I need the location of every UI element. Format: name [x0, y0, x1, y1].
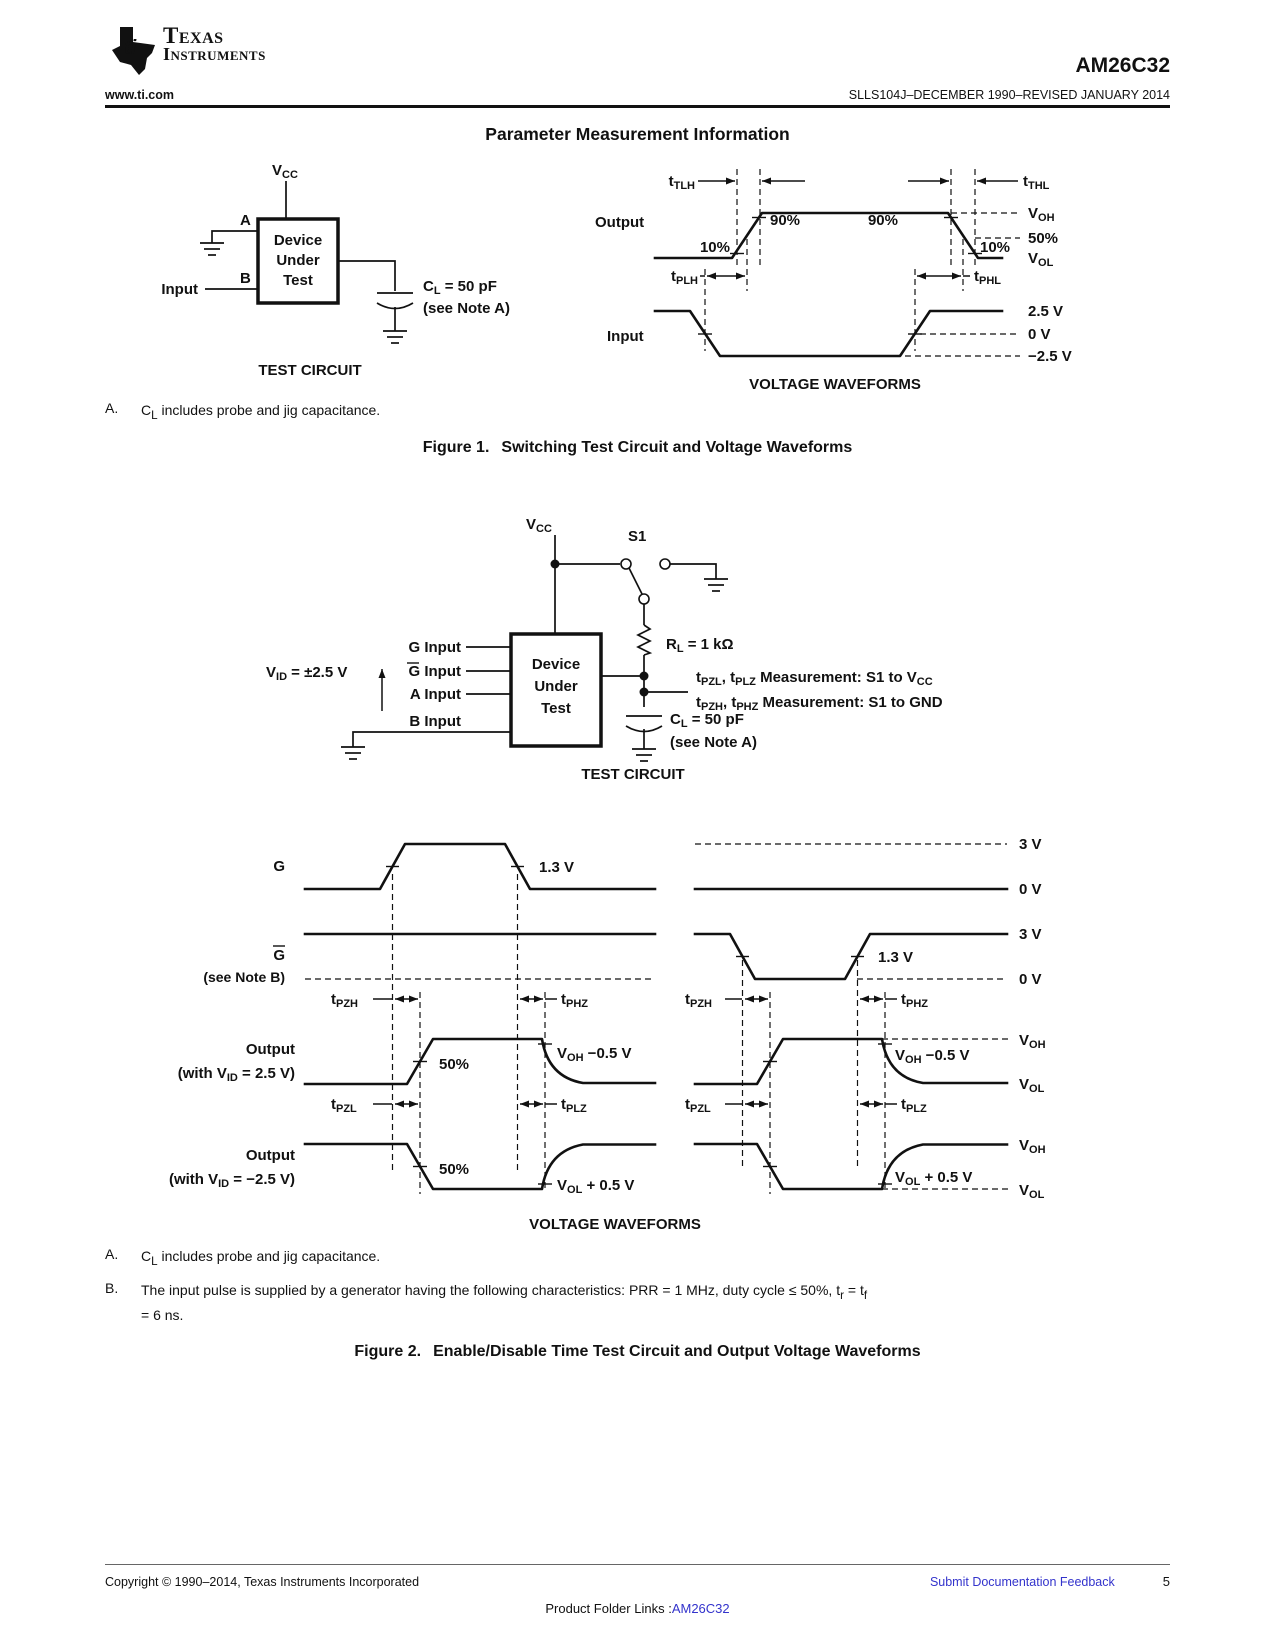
note-a-text: $C_L$ includes probe and jig capacitance. [141, 1247, 381, 1268]
dut-line1: Device [273, 232, 323, 249]
t-pzh-right-label: $t_{PZH}$ [685, 990, 712, 1010]
vol-label: $V_{OL}$ [1028, 250, 1054, 269]
figure1-caption-prefix: Figure 1. [422, 438, 490, 456]
figure2-waveforms-diagram [145, 792, 1095, 1237]
t-pzl-left-label: $t_{PZL}$ [331, 1095, 357, 1115]
figure2-section [105, 457, 1170, 1362]
fig2-circuit-graphics [266, 516, 943, 783]
page-title: Parameter Measurement Information [485, 124, 790, 144]
vol-plus-right-label: $V_{OL} + 0.5$ V [895, 1168, 973, 1188]
voh-minus-right-label: $V_{OH} -0.5$ V [895, 1046, 970, 1066]
fig1-circuit-graphics [161, 162, 510, 379]
cl-note-label: (see Note A) [669, 733, 757, 751]
pin-a-label: A [240, 212, 251, 229]
pct50-out2-label: 50% [439, 1160, 470, 1178]
meas2-label: $t_{PZH}$, $t_{PHZ}$ Measurement: S1 to GND [695, 693, 943, 713]
t-phz-right-label: $t_{PHZ}$ [901, 990, 928, 1010]
header-rule [105, 105, 1170, 108]
ti-monogram: ti [124, 37, 137, 59]
voh-minus-left-label: $V_{OH} -0.5$ V [557, 1044, 632, 1064]
voh-out1-label: $V_{OH}$ [1019, 1031, 1046, 1051]
fig2-waveform-graphics [169, 836, 1046, 1233]
figure1-caption-text: Switching Test Circuit and Voltage Waveforms [501, 438, 853, 456]
figure2-note-b [105, 1280, 1170, 1325]
figure2-circuit-wrap [105, 479, 1170, 784]
figure2-caption-text: Enable/Disable Time Test Circuit and Output Voltage Waveforms [433, 1343, 921, 1361]
figure2-caption-prefix: Figure 2. [354, 1343, 422, 1361]
product-folder-link[interactable]: AM26C32 [671, 1601, 730, 1616]
vid-label: $V_{ID} = \pm 2.5$ V [265, 663, 347, 683]
product-links-label: Product Folder Links : [545, 1601, 672, 1616]
footer-row [105, 1574, 1170, 1589]
fig1-waveforms-title: VOLTAGE WAVEFORMS [749, 376, 921, 393]
ground-icon [632, 749, 656, 761]
fig2-waveforms-title: VOLTAGE WAVEFORMS [529, 1215, 701, 1233]
pct50-out1-label: 50% [439, 1055, 470, 1073]
g-input-label: G Input [408, 638, 461, 656]
out1-label-line1: Output [245, 1040, 295, 1058]
note-b-label: B. [105, 1280, 119, 1297]
a-input-label: A Input [409, 685, 461, 703]
fig1-waveform-graphics [595, 169, 1072, 393]
figure2-caption [105, 1343, 1170, 1361]
t-plz-left-label: $t_{PLZ}$ [561, 1095, 587, 1115]
level-neg25-label: −2.5 V [1028, 348, 1072, 365]
v13-left-label: 1.3 V [539, 858, 575, 876]
ground-icon [383, 331, 407, 343]
level-3v-gbar-label: 3 V [1019, 925, 1042, 943]
doc-code: SLLS104J–DECEMBER 1990–REVISED JANUARY 2014 [848, 88, 1170, 102]
fig1-input-label: Input [607, 328, 644, 345]
t-plh-label: $t_{PLH}$ [671, 268, 698, 287]
cl-value-label: $C_L = 50$ pF [423, 278, 497, 297]
ground-icon [341, 747, 365, 759]
page-footer [105, 1564, 1170, 1650]
figure1-section [105, 145, 1170, 457]
pct10-left-label: 10% [699, 239, 730, 256]
ti-logo-mark-icon [105, 26, 157, 76]
cl-value-label: $C_L = 50$ pF [669, 710, 744, 730]
ground-icon [704, 579, 728, 591]
vcc-label: $V_{CC}$ [525, 515, 552, 535]
pin-b-label: B [240, 270, 251, 287]
cl-note-label: (see Note A) [423, 300, 510, 317]
t-thl-label: $t_{THL}$ [1023, 173, 1050, 192]
dut-line2: Under [533, 677, 578, 695]
pct90-right-label: 90% [867, 212, 898, 229]
fig1-output-label: Output [595, 214, 645, 231]
page-number: 5 [1162, 1574, 1170, 1589]
page-header [105, 23, 1170, 108]
pct10-right-label: 10% [980, 239, 1011, 256]
s1-label: S1 [627, 527, 646, 545]
ti-logo [105, 23, 266, 76]
dut-line3: Test [540, 699, 571, 717]
out2-label-line1: Output [245, 1146, 295, 1164]
g-label: G [273, 857, 285, 875]
website-link[interactable]: www.ti.com [105, 88, 174, 102]
fig2-test-circuit-title: TEST CIRCUIT [580, 765, 685, 783]
brand-line2: Instruments [163, 44, 266, 64]
dut-line1: Device [531, 655, 580, 673]
resistor-icon [638, 625, 650, 655]
t-tlh-label: $t_{TLH}$ [668, 173, 695, 192]
figure1-caption [105, 439, 1170, 457]
t-phz-left-label: $t_{PHZ}$ [561, 990, 588, 1010]
vol-out1-label: $V_{OL}$ [1019, 1075, 1045, 1095]
gbar-input-label: G Input [408, 662, 461, 680]
level-3v-g-label: 3 V [1019, 835, 1042, 853]
capacitor-icon [377, 293, 413, 309]
copyright-text: Copyright © 1990–2014, Texas Instruments Incorporated [105, 1575, 420, 1589]
vol-out2-label: $V_{OL}$ [1019, 1181, 1045, 1201]
note-a-label: A. [105, 400, 119, 416]
dut-line3: Test [283, 272, 313, 289]
t-pzh-left-label: $t_{PZH}$ [331, 990, 358, 1010]
level-0v-g-label: 0 V [1019, 880, 1042, 898]
gbar-note-label: (see Note B) [203, 968, 285, 985]
note-a-text: $C_L$ includes probe and jig capacitance. [141, 402, 381, 422]
t-plz-right-label: $t_{PLZ}$ [901, 1095, 927, 1115]
figure2-note-a [105, 1246, 1170, 1271]
figure1-note-a [105, 400, 1170, 425]
vol-plus-left-label: $V_{OL} + 0.5$ V [557, 1176, 635, 1196]
figure2-test-circuit-diagram [258, 479, 1018, 784]
t-pzl-right-label: $t_{PZL}$ [685, 1095, 711, 1115]
brand-name [163, 23, 266, 64]
note-b-text: The input pulse is supplied by a generator having the following characteristics: PRR = 1 MHz, duty cycle ≤ 50%, $t_r = t_f$ = 6 ns. [141, 1282, 868, 1324]
level-0-label: 0 V [1028, 326, 1051, 343]
b-input-label: B Input [408, 712, 461, 730]
footer-rule [105, 1564, 1170, 1565]
dut-line2: Under [276, 252, 320, 269]
fig1-test-circuit-title: TEST CIRCUIT [258, 362, 362, 379]
gbar-label: G [273, 946, 285, 964]
header-top-row [105, 23, 1170, 78]
brand-line1: Texas [163, 23, 224, 48]
meas1-label: $t_{PZL}$, $t_{PLZ}$ Measurement: S1 to $V_{CC}$ [695, 668, 933, 688]
pct90-left-label: 90% [770, 212, 801, 229]
input-label: Input [161, 281, 198, 298]
out2-label-line2: (with $V_{ID} = -2.5$ V) [168, 1170, 295, 1190]
vcc-label: $V_{CC}$ [272, 162, 298, 181]
switch-s1-icon [621, 559, 670, 604]
note-a-label: A. [105, 1245, 119, 1262]
pct50-label: 50% [1028, 230, 1059, 247]
rl-value-label: $R_L = 1$ kΩ [665, 635, 734, 655]
level-25-label: 2.5 V [1028, 303, 1064, 320]
product-folder-line [105, 1601, 1170, 1616]
figure1-test-circuit-diagram [150, 151, 590, 396]
ground-icon [200, 243, 224, 255]
voh-out2-label: $V_{OH}$ [1019, 1136, 1046, 1156]
part-number: AM26C32 [1075, 54, 1170, 77]
figure1-waveforms-diagram [590, 151, 1135, 396]
voh-label: $V_{OH}$ [1028, 205, 1055, 224]
t-phl-label: $t_{PHL}$ [974, 268, 1001, 287]
out1-label-line2: (with $V_{ID} = 2.5$ V) [177, 1064, 295, 1084]
level-0v-gbar-label: 0 V [1019, 970, 1042, 988]
header-meta-row [105, 88, 1170, 102]
v13-right-label: 1.3 V [878, 948, 914, 966]
figure2-waveforms-wrap [145, 792, 1170, 1242]
submit-feedback-link[interactable]: Submit Documentation Feedback [929, 1575, 1115, 1589]
figure1-row [150, 151, 1170, 396]
